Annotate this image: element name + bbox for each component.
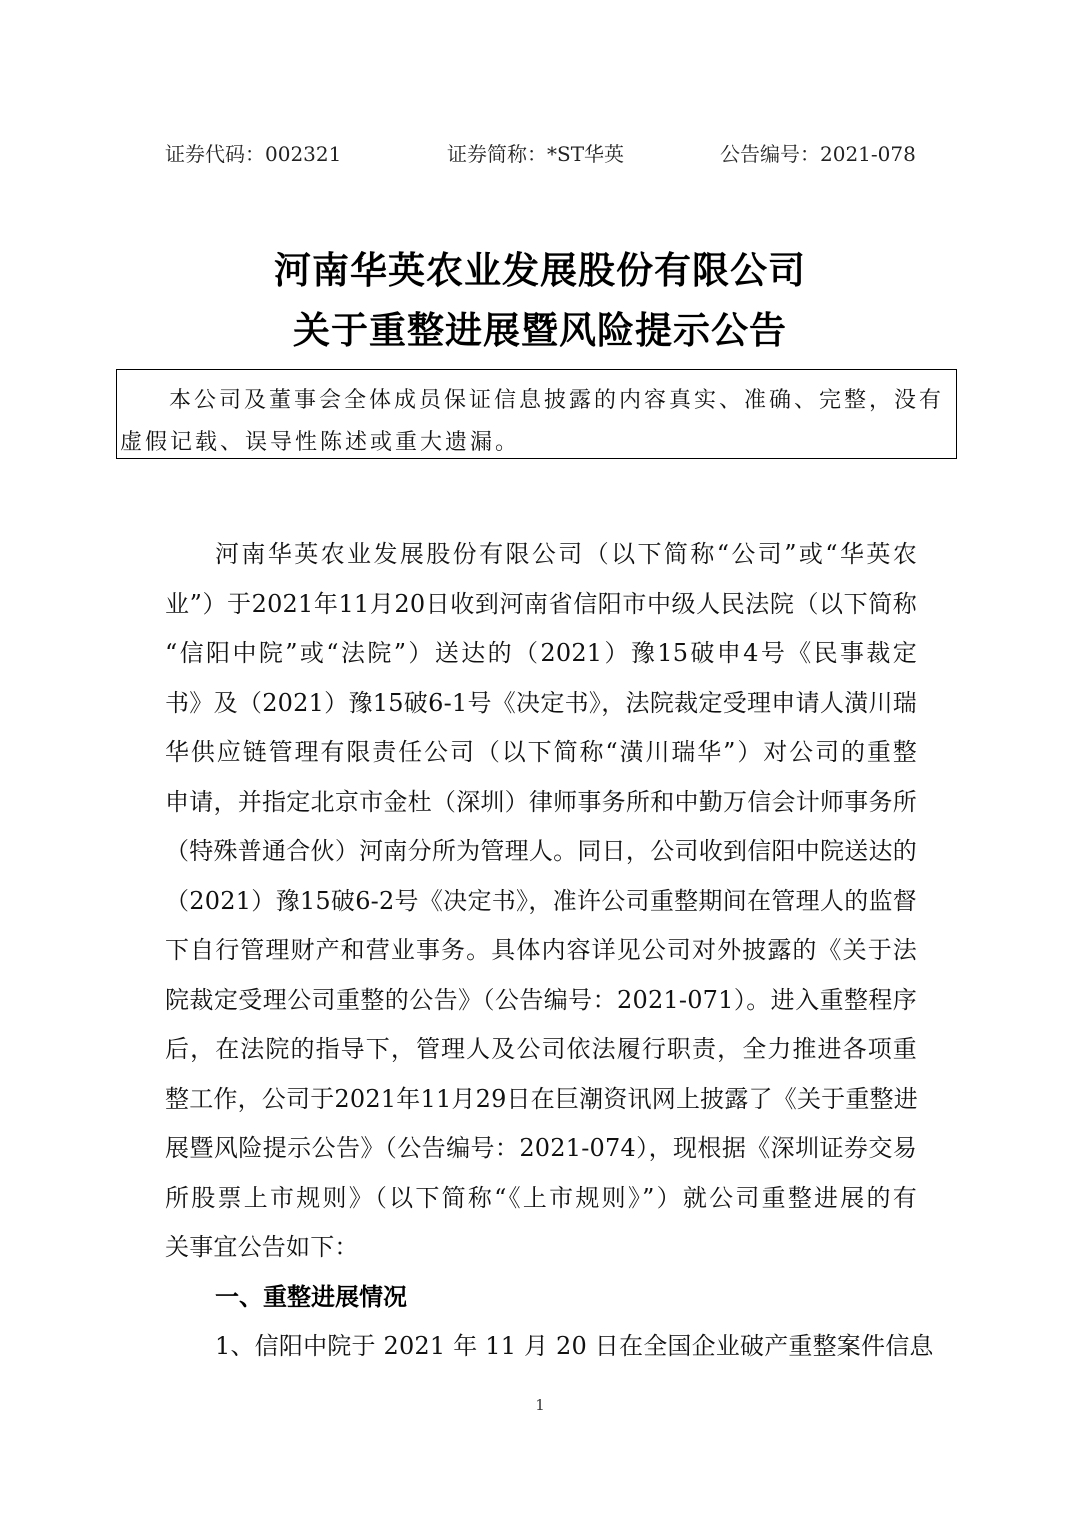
paragraph-line: “信阳中院”或“法院”）送达的（2021）豫15破申4号《民事裁定 [165,639,917,667]
paragraph-line: 业”）于2021年11月20日收到河南省信阳市中级人民法院（以下简称 [165,590,917,618]
paragraph-line: 河南华英农业发展股份有限公司（以下简称“公司”或“华英农 [215,540,917,568]
page-number: 1 [535,1396,545,1414]
paragraph-line: （2021）豫15破6-2号《决定书》，准许公司重整期间在管理人的监督 [165,887,917,915]
paragraph-line: 书》及（2021）豫15破6-1号《决定书》，法院裁定受理申请人潢川瑞 [165,689,917,717]
paragraph-line: 关事宜公告如下： [165,1233,359,1261]
security-abbreviation: 证券简称：*ST华英 [447,142,625,166]
paragraph-line: 华供应链管理有限责任公司（以下简称“潢川瑞华”）对公司的重整 [165,738,917,766]
paragraph-line: （特殊普通合伙）河南分所为管理人。同日，公司收到信阳中院送达的 [165,837,917,865]
company-title: 河南华英农业发展股份有限公司 [274,249,806,292]
paragraph-line: 所股票上市规则》（以下简称“《上市规则》”）就公司重整进展的有 [165,1184,917,1212]
disclosure-notice-box [116,369,957,459]
document-header [0,138,1080,168]
paragraph-line: 后，在法院的指导下，管理人及公司依法履行职责，全力推进各项重 [165,1035,917,1063]
item-1-line: 1、信阳中院于 2021 年 11 月 20 日在全国企业破产重整案件信息 [215,1332,934,1360]
paragraph-line: 院裁定受理公司重整的公告》（公告编号：2021-071）。进入重整程序 [165,986,917,1014]
section-heading-reorganization-progress: 一、重整进展情况 [215,1283,407,1311]
paragraph-line: 展暨风险提示公告》（公告编号：2021-074），现根据《深圳证券交易 [165,1134,917,1162]
paragraph-line: 下自行管理财产和营业事务。具体内容详见公司对外披露的《关于法 [165,936,917,964]
paragraph-line: 整工作，公司于2021年11月29日在巨潮资讯网上披露了《关于重整进 [165,1085,918,1113]
paragraph-line: 申请，并指定北京市金杜（深圳）律师事务所和中勤万信会计师事务所 [165,788,917,816]
announcement-number: 公告编号：2021-078 [720,142,916,166]
notice-line-2: 虚假记载、误导性陈述或重大遗漏。 [120,430,521,455]
security-code: 证券代码：002321 [165,142,342,166]
notice-line-1: 本公司及董事会全体成员保证信息披露的内容真实、准确、完整，没有 [169,388,945,413]
announcement-title: 关于重整进展暨风险提示公告 [293,309,787,352]
